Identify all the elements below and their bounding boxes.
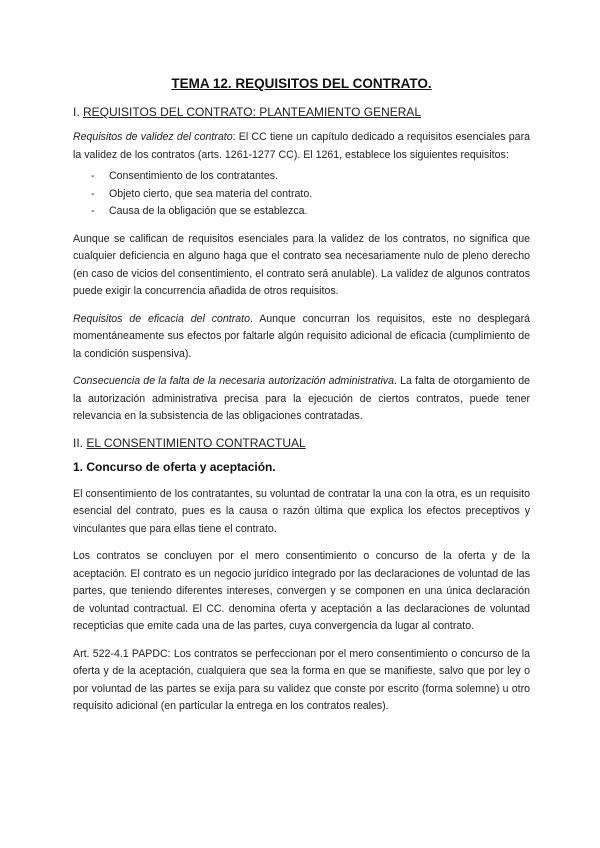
efficacy-requirements-paragraph: [73, 311, 530, 364]
dash-bullet: -: [91, 187, 95, 200]
list-item-text: Consentimiento de los contratantes.: [109, 170, 279, 182]
consent-paragraph: El consentimiento de los contratantes, su voluntad de contratar la una con la otra, es un requisito esencial del contrato, pues es la causa o razón última que explica los efectos preceptivos y vinculantes que para ellas tiene el contrato.: [73, 487, 530, 535]
administrative-authorization-text: . La falta de otorgamiento de la autorización administrativa precisa para la ejecución de ciertos contratos, puede tener relevancia en la subsistencia de las obligaciones contratadas.: [73, 375, 530, 422]
papdc-article-paragraph: Art. 522-4.1 PAPDC: Los contratos se perfeccionan por el mero consentimiento o concurso de la oferta y de la aceptación, cualquiera que sea la forma en que se manifieste, salvo que por ley o por voluntad de las partes se exija para su validez que conste por escrito (forma solemne) u otro requisito adicional (en particular la entrega en los contratos reales).: [73, 647, 530, 712]
validity-requirements-text: : El CC tiene un capítulo dedicado a requisitos esenciales para la validez de los contratos (arts. 1261-1277 CC). El 1261, establece los siguientes requisitos:: [73, 131, 530, 161]
contract-conclusion-paragraph: Los contratos se concluyen por el mero consentimiento o concurso de la oferta y de la aceptación. El contrato es un negocio jurídico integrado por las declaraciones de voluntad de las partes, que teniendo diferentes intereses, convergen y se componen en una única declaración de voluntad contractual. El CC. denomina oferta y aceptación a las declaraciones de voluntad recepticias que emite cada una de las partes, cuya convergencia da lugar al contrato.: [73, 550, 530, 632]
section-1-numeral: I.: [73, 105, 80, 119]
list-item: [73, 168, 530, 186]
administrative-authorization-paragraph: [73, 373, 530, 426]
dash-bullet: -: [91, 170, 95, 182]
validity-requirements-lead: Requisitos de validez del contrato: [73, 131, 233, 143]
list-item-text: Causa de la obligación que se establezca.: [109, 205, 308, 217]
section-1-title: REQUISITOS DEL CONTRATO: PLANTEAMIENTO GENERAL: [83, 105, 422, 119]
list-item-text: Objeto cierto, que sea materia del contrato.: [109, 187, 313, 200]
efficacy-requirements-text: . Aunque concurran los requisitos, este no desplegará momentáneamente sus efectos por faltarle algún requisito adicional de eficacia (cumplimiento de la condición suspensiva).: [73, 312, 530, 360]
efficacy-requirements-lead: Requisitos de eficacia del contrato: [73, 312, 250, 325]
requirements-list: [73, 168, 530, 221]
list-item: [73, 203, 530, 221]
essential-requirements-paragraph: Aunque se califican de requisitos esenciales para la validez de los contratos, no significa que cualquier deficiencia en alguno haga que el contrato sea necesariamente nulo de pleno derecho (en caso de vicios del consentimiento, el contrato será anulable). La validez de algunos contratos puede exigir la concurrencia añadida de otros requisitos.: [73, 232, 530, 297]
document-page: [73, 76, 530, 726]
section-2-heading: [73, 436, 530, 450]
section-2-numeral: II.: [73, 435, 84, 450]
section-1-heading: [73, 105, 530, 119]
offer-acceptance-subheading: 1. Concurso de oferta y aceptación.: [73, 459, 276, 474]
validity-requirements-paragraph: [73, 129, 530, 164]
section-2-title: EL CONSENTIMIENTO CONTRACTUAL: [86, 435, 306, 450]
dash-bullet: -: [91, 205, 95, 217]
administrative-authorization-lead: Consecuencia de la falta de la necesaria autorización administrativa: [73, 375, 394, 387]
document-title: TEMA 12. REQUISITOS DEL CONTRATO.: [171, 76, 432, 91]
list-item: [73, 186, 530, 204]
